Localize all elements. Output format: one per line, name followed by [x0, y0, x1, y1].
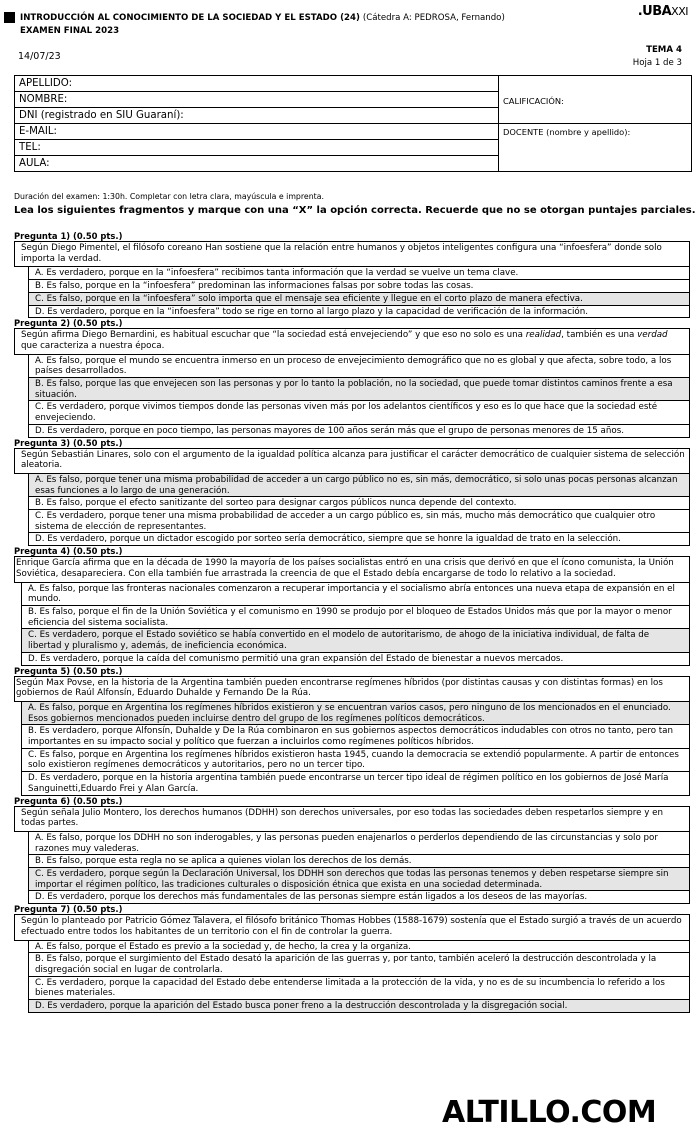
answer-option[interactable]: D. Es verdadero, porque en la “infoesfera” todo se rige en torno al largo plazo y la capacidad de verificación de la información. — [28, 306, 690, 319]
answer-option[interactable]: C. Es falso, porque en la “infoesfera” solo importa que el mensaje sea eficiente y llegue en el corto plazo de manera efectiva. — [28, 293, 690, 306]
question-stem: Según señala Julio Montero, los derechos humanos (DDHH) son derechos universales, por eso todas las sociedades deben respetarlos siempre y en todas partes. — [14, 806, 690, 832]
question-stem: Según lo planteado por Patricio Gómez Talavera, el filósofo británico Thomas Hobbes (1588-1679) sostenía que el Estado surgió a través de un acuerdo efectuado entre todos los habitantes de un territorio con el fin de controlar la guerra. — [14, 914, 690, 940]
answer-option[interactable]: D. Es verdadero, porque la caída del comunismo permitió una gran expansión del Estado de bienestar a nuevos mercados. — [21, 653, 690, 666]
question-block — [14, 318, 690, 437]
answer-option[interactable]: D. Es verdadero, porque la aparición del Estado busca poner freno a la destrucción descontrolada y la disgregación social. — [28, 1000, 690, 1013]
student-info-box — [14, 75, 692, 172]
answer-option[interactable]: B. Es falso, porque en la “infoesfera” predominan las informaciones falsas por sobre todas las cosas. — [28, 280, 690, 293]
docente-field: DOCENTE (nombre y apellido): — [499, 124, 692, 172]
question-title: Pregunta 2) (0.50 pts.) — [14, 318, 123, 329]
answer-option[interactable]: D. Es verdadero, porque los derechos más fundamentales de las personas siempre están ligados a los deseos de las mayorías. — [28, 891, 690, 904]
answer-option[interactable]: A. Es falso, porque los DDHH no son inderogables, y las personas pueden enajenarlos o perderlos dependiendo de las circunstancias y solo por razones muy valederas. — [28, 832, 690, 855]
question-title: Pregunta 6) (0.50 pts.) — [14, 795, 123, 806]
course-name: INTRODUCCIÓN AL CONOCIMIENTO DE LA SOCIEDAD Y EL ESTADO (24) — [20, 13, 360, 23]
course-title — [20, 13, 505, 23]
question-stem: Enrique García afirma que en la década de 1990 la mayoría de los países socialistas entró en una crisis que derivó en que el ícono comunista, la Unión Soviética, desapareciera. Con ella también fue arrastrada la creencia de que el Estado debía encargarse de todo lo relativo a la sociedad. — [14, 556, 690, 582]
answer-option[interactable]: A. Es falso, porque el mundo se encuentra inmerso en un proceso de envejecimiento demográfico que no es global y que afecta, sobre todo, a los países desarrollados. — [28, 355, 690, 378]
uba-logo-suffix: XXI — [671, 5, 688, 18]
question-title: Pregunta 5) (0.50 pts.) — [14, 665, 123, 676]
answer-option[interactable]: C. Es verdadero, porque el Estado soviético se había convertido en el modelo de autoritarismo, de ahogo de la iniciativa individual, de falta de libertad y pluralismo y, además, de ineficiencia económica. — [21, 629, 690, 652]
duration-note: Duración del examen: 1:30h. Completar con letra clara, mayúscula e imprenta. — [14, 192, 324, 201]
answer-option[interactable]: C. Es verdadero, porque tener una misma probabilidad de acceder a un cargo público es, sin más, mucho más democrático que cualquier otro sistema de elección de representantes. — [28, 510, 690, 533]
question-block — [14, 438, 690, 547]
question-title: Pregunta 3) (0.50 pts.) — [14, 437, 123, 448]
answer-option[interactable]: D. Es verdadero, porque un dictador escogido por sorteo sería democrático, siempre que se honre la igualdad de trato en la selección. — [28, 533, 690, 546]
answer-option[interactable]: D. Es verdadero, porque en la historia argentina también puede encontrarse un tercer tipo ideal de régimen político en los gobiernos de José María Sanguinetti,Eduardo Frei y Alan García. — [21, 772, 690, 795]
page-number: Hoja 1 de 3 — [632, 58, 682, 68]
answer-option[interactable]: B. Es falso, porque el surgimiento del Estado desató la aparición de las guerras y, por tanto, también aceleró la destrucción descontrolada y la disgregación social en lugar de controlarla. — [28, 953, 690, 976]
calificacion-field: CALIFICACIÓN: — [499, 76, 692, 124]
question-title: Pregunta 4) (0.50 pts.) — [14, 546, 123, 557]
apellido-field[interactable]: APELLIDO: — [15, 76, 499, 92]
question-block — [14, 546, 690, 665]
catedra: (Cátedra A: PEDROSA, Fernando) — [362, 13, 505, 23]
answer-option[interactable]: B. Es verdadero, porque Alfonsín, Duhalde y De la Rúa combinaron en sus gobiernos aspectos democráticos indudables con otros no tanto, pero tan importantes en su impacto social y político que fuerzan a incluirlos como regímenes políticos híbridos. — [21, 725, 690, 748]
corner-mark — [4, 12, 15, 23]
email-field[interactable]: E-MAIL: — [15, 124, 499, 140]
question-stem: Según Sebastián Linares, solo con el argumento de la igualdad política alcanza para justificar el carácter democrático de cualquier sistema de selección aleatoria. — [14, 448, 690, 474]
answer-option[interactable]: B. Es falso, porque el efecto sanitizante del sorteo para designar cargos públicos nunca depende del contexto. — [28, 497, 690, 510]
answer-option[interactable]: B. Es falso, porque esta regla no se aplica a quienes violan los derechos de los demás. — [28, 855, 690, 868]
watermark: ALTILLO.COM — [442, 1095, 657, 1130]
uba-logo — [638, 4, 688, 19]
answer-option[interactable]: D. Es verdadero, porque en poco tiempo, las personas mayores de 100 años serán más que el grupo de personas menores de 15 años. — [28, 425, 690, 438]
answer-option[interactable]: A. Es falso, porque las fronteras nacionales comenzaron a recuperar importancia y el socialismo abría entonces una nueva etapa de expansión en el mundo. — [21, 583, 690, 606]
question-stem: Según Diego Pimentel, el filósofo coreano Han sostiene que la relación entre humanos y objetos inteligentes configura una “infoesfera” donde solo importa la verdad. — [14, 241, 690, 267]
question-title: Pregunta 7) (0.50 pts.) — [14, 904, 123, 915]
aula-field[interactable]: AULA: — [15, 156, 499, 172]
exam-title: EXAMEN FINAL 2023 — [20, 26, 120, 36]
answer-option[interactable]: A. Es falso, porque tener una misma probabilidad de acceder a un cargo público no es, sin más, democrático, si solo unas pocas personas alcanzan esas funciones a lo largo de una generación. — [28, 474, 690, 497]
nombre-field[interactable]: NOMBRE: — [15, 92, 499, 108]
question-stem: Según Max Povse, en la historia de la Argentina también pueden encontrarse regímenes híbridos (por distintas causas y con distintas formas) en los gobiernos de Raúl Alfonsín, Eduardo Duhalde y Fernando De la Rúa. — [14, 676, 690, 702]
question-title: Pregunta 1) (0.50 pts.) — [14, 231, 123, 241]
uba-logo-main: .UBA — [637, 4, 672, 19]
question-block — [14, 796, 690, 905]
answer-option[interactable]: A. Es verdadero, porque en la “infoesfera” recibimos tanta información que la verdad se vuelve un tema clave. — [28, 267, 690, 280]
question-stem: Según afirma Diego Bernardini, es habitual escuchar que “la sociedad está envejeciendo” y que eso no solo es una realidad, también es una verdad que caracteriza a nuestra época. — [14, 328, 690, 354]
question-block — [14, 231, 690, 318]
answer-option[interactable]: C. Es falso, porque en Argentina los regímenes híbridos existieron hasta 1945, cuando la democracia se extendió popularmente. A partir de entonces solo existieron regímenes democráticos y autoritarios, pero no un tercer tipo. — [21, 749, 690, 772]
question-block — [14, 666, 690, 796]
tema-label: TEMA 4 — [646, 45, 682, 55]
answer-option[interactable]: C. Es verdadero, porque según la Declaración Universal, los DDHH son derechos que todas las personas tenemos y deben respetarse siempre sin importar el régimen político, las tradiciones culturales o disposición étnica que exista en una sociedad determinada. — [28, 868, 690, 891]
instructions: Lea los siguientes fragmentos y marque con una “X” la opción correcta. Recuerde que no se otorgan puntajes parciales. — [14, 205, 696, 216]
answer-option[interactable]: B. Es falso, porque el fin de la Unión Soviética y el comunismo en 1990 se produjo por el bloqueo de Estados Unidos más que por la mayor o menor eficiencia del sistema socialista. — [21, 606, 690, 629]
questions-list — [14, 231, 690, 1013]
answer-option[interactable]: A. Es falso, porque el Estado es previo a la sociedad y, de hecho, la crea y la organiza. — [28, 941, 690, 954]
question-block — [14, 904, 690, 1013]
exam-date: 14/07/23 — [18, 51, 61, 62]
dni-field[interactable]: DNI (registrado en SIU Guaraní): — [15, 108, 499, 124]
answer-option[interactable]: B. Es falso, porque las que envejecen son las personas y por lo tanto la población, no la sociedad, que puede tomar distintos caminos frente a esa situación. — [28, 378, 690, 401]
answer-option[interactable]: C. Es verdadero, porque la capacidad del Estado debe entenderse limitada a la protección de la vida, y no es de su incumbencia lo referido a los bienes materiales. — [28, 977, 690, 1000]
answer-option[interactable]: C. Es verdadero, porque vivimos tiempos donde las personas viven más por los adelantos científicos y eso es lo que hace que la sociedad esté envejeciendo. — [28, 401, 690, 424]
answer-option[interactable]: A. Es falso, porque en Argentina los regímenes híbridos existieron y se encuentran varios casos, pero ninguno de los mencionados en el enunciado. Esos gobiernos mencionados pueden incluirse dentro del grupo de los regímenes políticos democráticos. — [21, 702, 690, 725]
tel-field[interactable]: TEL: — [15, 140, 499, 156]
